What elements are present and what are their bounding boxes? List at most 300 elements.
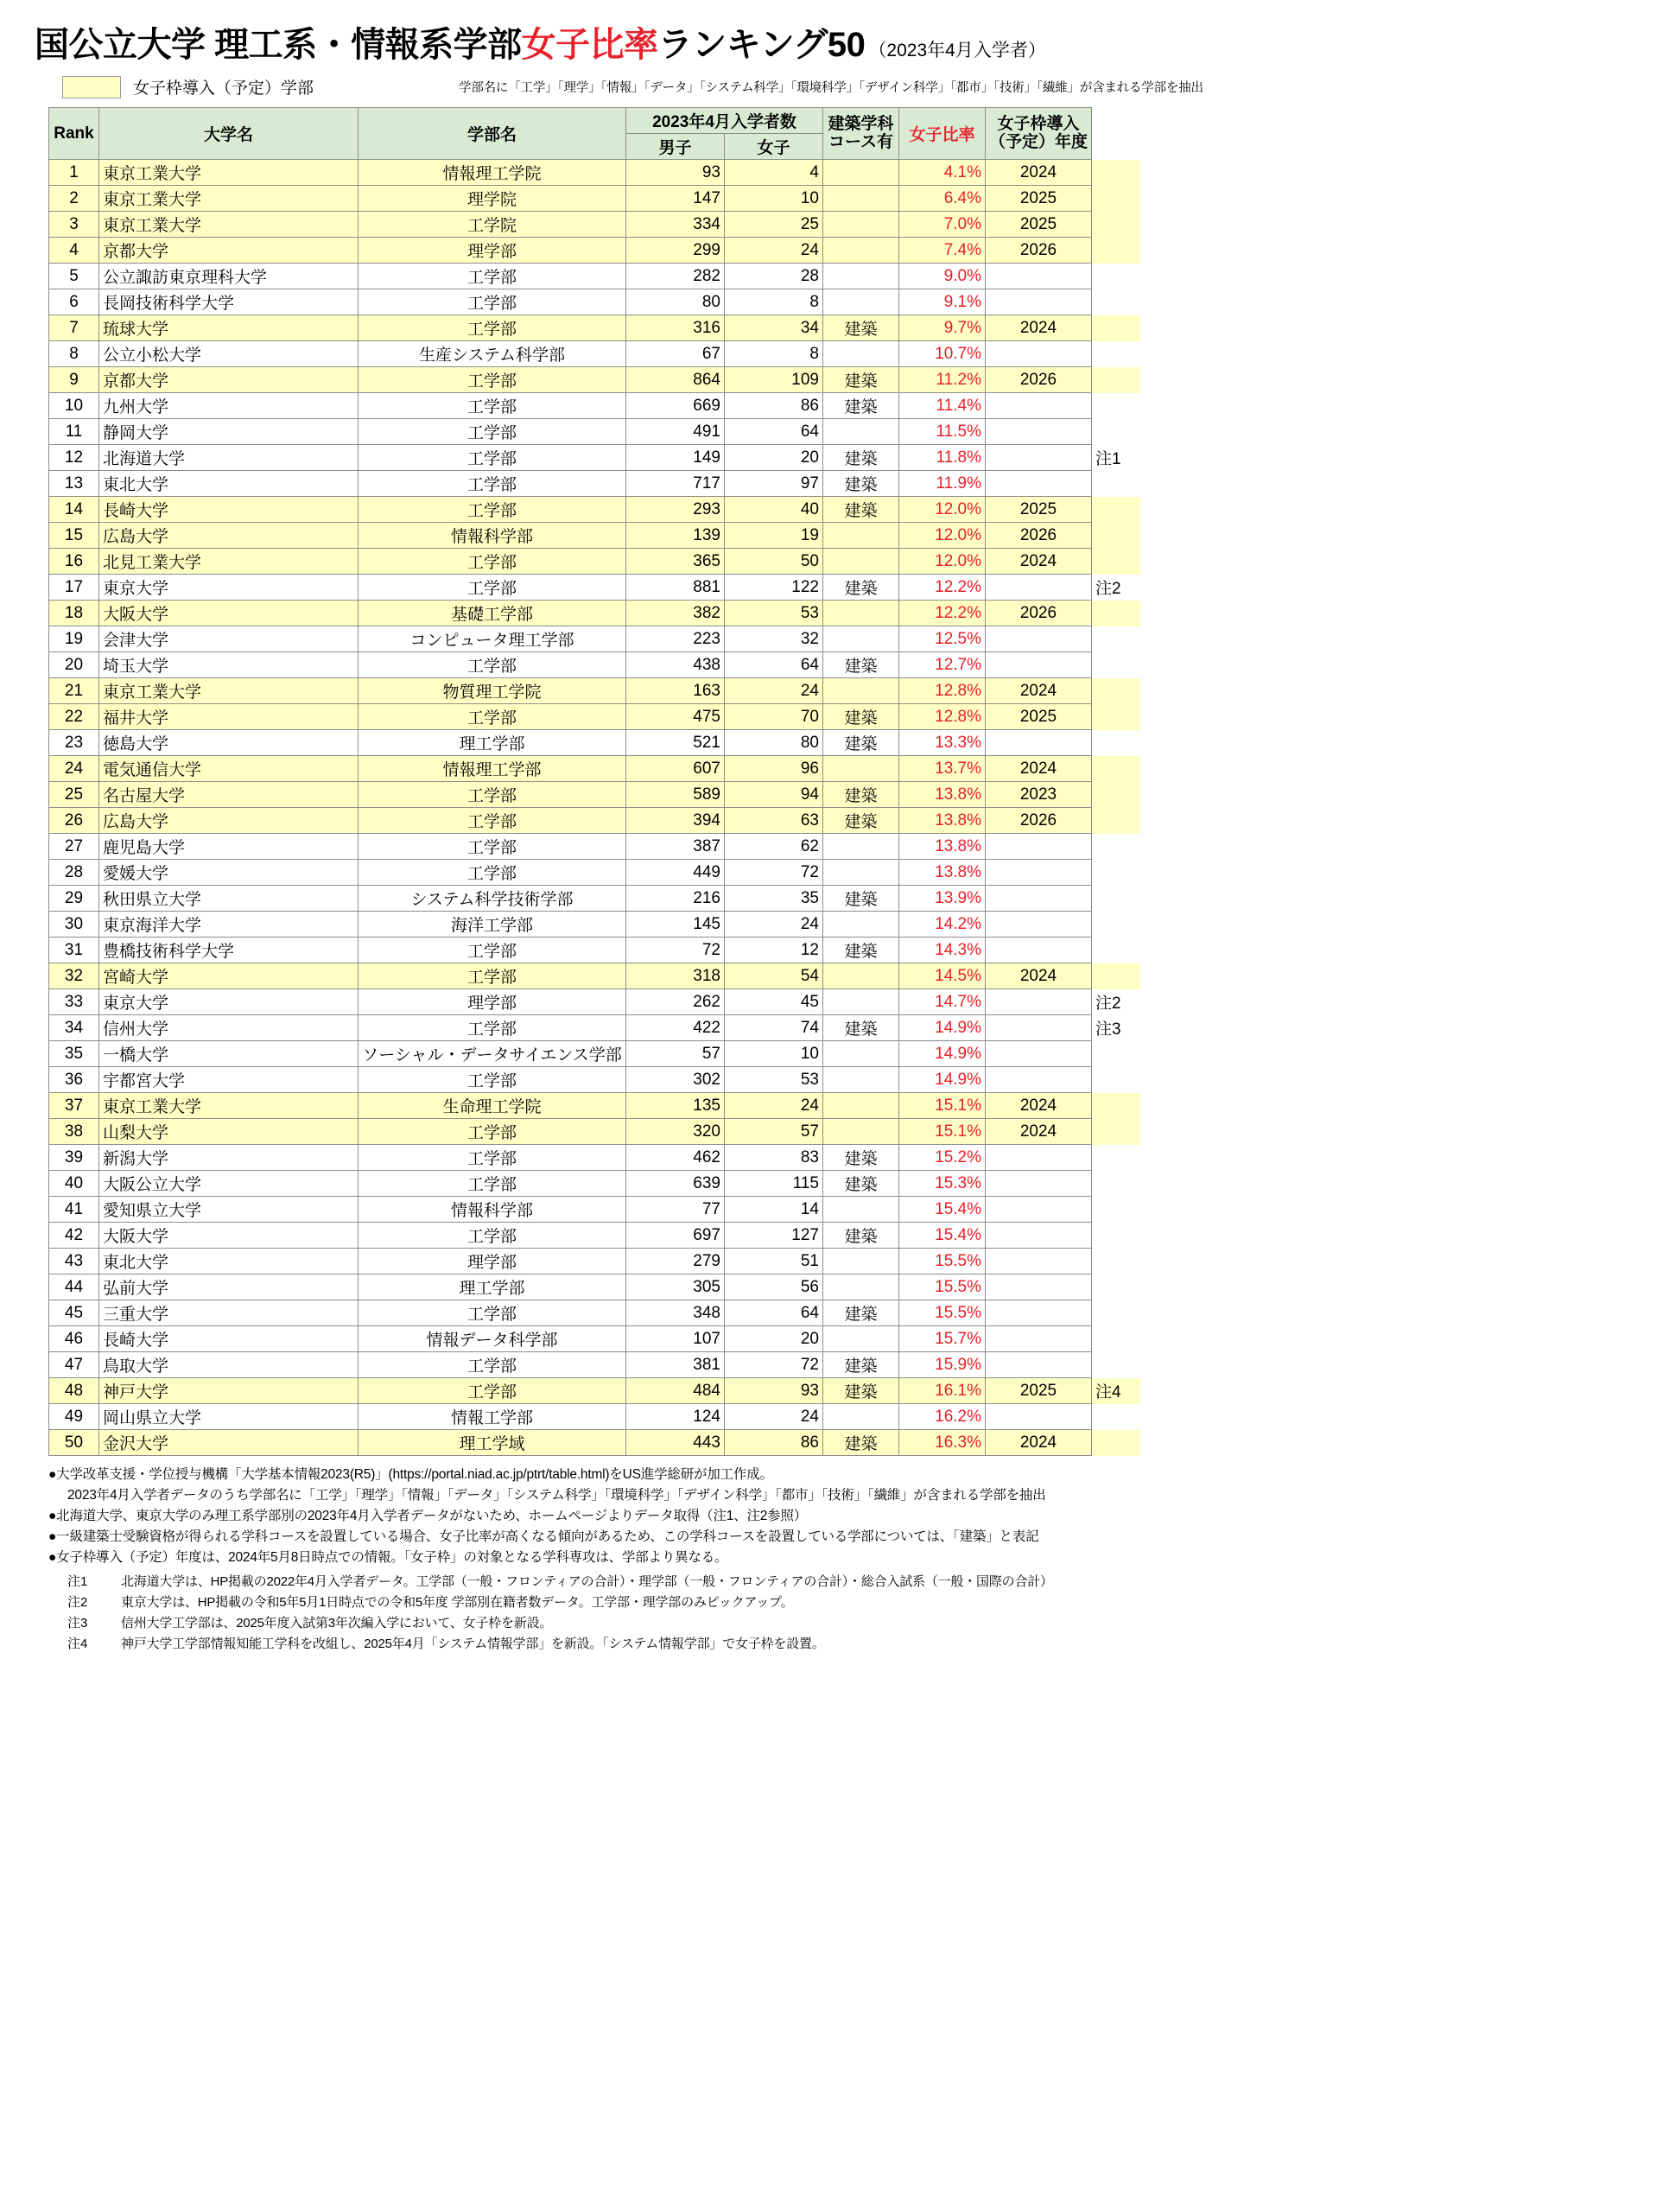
cell-rank: 19 [49, 626, 99, 652]
cell-male-count: 145 [626, 912, 725, 938]
table-row [49, 549, 1140, 575]
cell-female-count: 86 [725, 393, 823, 419]
cell-female-ratio: 9.0% [899, 264, 986, 289]
cell-note [1092, 1041, 1140, 1067]
cell-university: 大阪公立大学 [99, 1171, 359, 1197]
cell-faculty: 理工学部 [359, 730, 626, 756]
cell-rank: 16 [49, 549, 99, 575]
cell-faculty: 情報工学部 [359, 1404, 626, 1430]
cell-note [1092, 782, 1140, 808]
cell-rank: 18 [49, 601, 99, 626]
table-row [49, 1352, 1140, 1378]
cell-university: 三重大学 [99, 1300, 359, 1326]
cell-architecture [823, 1326, 899, 1352]
cell-rank: 44 [49, 1274, 99, 1300]
cell-university: 新潟大学 [99, 1145, 359, 1171]
cell-female-count: 25 [725, 212, 823, 238]
note-label: 注2 [67, 1595, 88, 1611]
cell-rank: 22 [49, 704, 99, 730]
cell-note [1092, 160, 1140, 186]
cell-architecture [823, 549, 899, 575]
table-row [49, 471, 1140, 497]
cell-note: 注3 [1095, 1020, 1121, 1039]
col-quota-year [986, 108, 1092, 160]
cell-female-count: 72 [725, 860, 823, 886]
cell-male-count: 320 [626, 1119, 725, 1145]
cell-quota-year: 2023 [986, 782, 1092, 808]
cell-architecture [823, 834, 899, 860]
cell-university: 豊橋技術科学大学 [99, 938, 359, 963]
cell-faculty: システム科学技術学部 [359, 886, 626, 912]
cell-rank: 32 [49, 963, 99, 989]
col-architecture-line1: 建築学科 [828, 114, 894, 133]
cell-rank: 30 [49, 912, 99, 938]
cell-female-ratio: 12.0% [899, 549, 986, 575]
cell-architecture: 建築 [823, 782, 899, 808]
cell-female-ratio: 7.0% [899, 212, 986, 238]
cell-female-count: 34 [725, 315, 823, 341]
cell-faculty: 工学院 [359, 212, 626, 238]
cell-architecture [823, 678, 899, 704]
cell-university: 公立小松大学 [99, 341, 359, 367]
cell-note [1092, 1404, 1140, 1430]
cell-female-count: 24 [725, 678, 823, 704]
cell-faculty: 工学部 [359, 782, 626, 808]
cell-female-ratio: 14.3% [899, 938, 986, 963]
table-row [49, 1067, 1140, 1093]
col-architecture [823, 108, 899, 160]
cell-male-count: 77 [626, 1197, 725, 1223]
cell-note [1092, 808, 1140, 834]
footnote-1: 2023年4月入学者データのうち学部名に「工学」「理学」「情報」「データ」「システム科学」「環境科学」「デザイン科学」「都市」「技術」「繊維」が含まれる学部を抽出 [67, 1488, 1046, 1503]
cell-male-count: 589 [626, 782, 725, 808]
cell-architecture [823, 289, 899, 315]
cell-architecture: 建築 [823, 652, 899, 678]
cell-female-count: 70 [725, 704, 823, 730]
cell-note [1092, 523, 1140, 549]
cell-female-count: 24 [725, 238, 823, 264]
cell-rank: 1 [49, 160, 99, 186]
cell-rank: 20 [49, 652, 99, 678]
cell-female-count: 8 [725, 341, 823, 367]
cell-female-count: 45 [725, 989, 823, 1015]
cell-university: 徳島大学 [99, 730, 359, 756]
cell-faculty: 生命理工学院 [359, 1093, 626, 1119]
cell-note [1092, 549, 1140, 575]
cell-female-count: 28 [725, 264, 823, 289]
table-row [49, 1249, 1140, 1274]
cell-architecture: 建築 [823, 886, 899, 912]
cell-note: 注4 [1092, 1378, 1140, 1404]
cell-rank: 31 [49, 938, 99, 963]
cell-architecture: 建築 [823, 938, 899, 963]
cell-rank: 36 [49, 1067, 99, 1093]
cell-architecture: 建築 [823, 1223, 899, 1249]
cell-note [1092, 938, 1140, 963]
cell-female-ratio: 9.1% [899, 289, 986, 315]
table-row [49, 782, 1140, 808]
col-note [1092, 108, 1140, 160]
cell-female-count: 53 [725, 1067, 823, 1093]
cell-quota-year [986, 1404, 1092, 1430]
cell-quota-year: 2025 [986, 704, 1092, 730]
table-row [49, 1274, 1140, 1300]
cell-female-ratio: 11.9% [899, 471, 986, 497]
cell-rank: 27 [49, 834, 99, 860]
cell-architecture: 建築 [823, 704, 899, 730]
table-row [49, 860, 1140, 886]
table-row [49, 1404, 1140, 1430]
cell-rank: 9 [49, 367, 99, 393]
cell-architecture [823, 419, 899, 445]
table-row [49, 678, 1140, 704]
cell-quota-year [986, 989, 1092, 1015]
cell-rank: 34 [49, 1015, 99, 1041]
cell-female-count: 35 [725, 886, 823, 912]
cell-male-count: 607 [626, 756, 725, 782]
cell-quota-year [986, 912, 1092, 938]
cell-rank: 25 [49, 782, 99, 808]
cell-female-ratio: 12.8% [899, 678, 986, 704]
cell-architecture: 建築 [823, 1145, 899, 1171]
cell-note [1092, 912, 1140, 938]
cell-female-ratio: 13.7% [899, 756, 986, 782]
cell-university: 東京大学 [99, 989, 359, 1015]
title-subtitle: （2023年4月入学者） [868, 41, 1046, 60]
cell-rank: 24 [49, 756, 99, 782]
cell-quota-year [986, 938, 1092, 963]
cell-quota-year [986, 1041, 1092, 1067]
legend-label: 女子枠導入（予定）学部 [133, 79, 314, 98]
cell-faculty: 工学部 [359, 704, 626, 730]
cell-faculty: 情報理工学院 [359, 160, 626, 186]
cell-architecture [823, 601, 899, 626]
cell-note [1092, 367, 1140, 393]
cell-university: 神戸大学 [99, 1378, 359, 1404]
cell-female-ratio: 11.4% [899, 393, 986, 419]
cell-female-count: 63 [725, 808, 823, 834]
cell-faculty: 工学部 [359, 264, 626, 289]
cell-female-ratio: 16.2% [899, 1404, 986, 1430]
cell-male-count: 223 [626, 626, 725, 652]
cell-male-count: 334 [626, 212, 725, 238]
cell-male-count: 462 [626, 1145, 725, 1171]
cell-female-ratio: 13.8% [899, 860, 986, 886]
cell-female-count: 127 [725, 1223, 823, 1249]
cell-female-ratio: 7.4% [899, 238, 986, 264]
cell-rank: 50 [49, 1430, 99, 1456]
cell-male-count: 305 [626, 1274, 725, 1300]
cell-female-count: 56 [725, 1274, 823, 1300]
cell-rank: 6 [49, 289, 99, 315]
cell-faculty: 工学部 [359, 1300, 626, 1326]
table-row [49, 315, 1140, 341]
cell-university: 愛知県立大学 [99, 1197, 359, 1223]
cell-quota-year [986, 341, 1092, 367]
cell-note [1092, 1249, 1140, 1274]
cell-note [1092, 730, 1140, 756]
note-item [48, 1592, 1647, 1613]
cell-female-ratio: 15.1% [899, 1093, 986, 1119]
cell-rank: 7 [49, 315, 99, 341]
cell-note [1092, 601, 1140, 626]
cell-university: 長岡技術科学大学 [99, 289, 359, 315]
cell-note [1092, 419, 1140, 445]
cell-university: 鳥取大学 [99, 1352, 359, 1378]
cell-rank: 26 [49, 808, 99, 834]
cell-architecture: 建築 [823, 1352, 899, 1378]
cell-male-count: 394 [626, 808, 725, 834]
table-row [49, 289, 1140, 315]
cell-architecture [823, 186, 899, 212]
cell-university: 長崎大学 [99, 497, 359, 523]
cell-female-count: 10 [725, 186, 823, 212]
cell-male-count: 107 [626, 1326, 725, 1352]
cell-quota-year: 2025 [986, 186, 1092, 212]
cell-university: 大阪大学 [99, 601, 359, 626]
cell-faculty: 工学部 [359, 315, 626, 341]
note-label: 注4 [67, 1637, 88, 1652]
cell-rank: 38 [49, 1119, 99, 1145]
cell-female-count: 57 [725, 1119, 823, 1145]
cell-rank: 14 [49, 497, 99, 523]
cell-female-count: 24 [725, 1093, 823, 1119]
cell-quota-year [986, 1352, 1092, 1378]
cell-female-count: 40 [725, 497, 823, 523]
cell-female-count: 50 [725, 549, 823, 575]
note-label: 注3 [67, 1616, 88, 1631]
cell-faculty: 生産システム科学部 [359, 341, 626, 367]
cell-university: 東京大学 [99, 575, 359, 601]
cell-quota-year [986, 1015, 1092, 1041]
cell-architecture [823, 1119, 899, 1145]
table-row [49, 497, 1140, 523]
cell-male-count: 262 [626, 989, 725, 1015]
cell-female-ratio: 4.1% [899, 160, 986, 186]
cell-female-ratio: 14.9% [899, 1015, 986, 1041]
cell-faculty: 工学部 [359, 1378, 626, 1404]
cell-rank: 15 [49, 523, 99, 549]
table-row [49, 186, 1140, 212]
cell-note [1092, 1067, 1140, 1093]
note-text: 神戸大学工学部情報知能工学科を改組し、2025年4月「システム情報学部」を新設。「システム情報学部」で女子枠を設置。 [121, 1637, 825, 1652]
cell-note [1092, 1352, 1140, 1378]
cell-rank: 42 [49, 1223, 99, 1249]
cell-male-count: 316 [626, 315, 725, 341]
cell-female-count: 122 [725, 575, 823, 601]
cell-male-count: 438 [626, 652, 725, 678]
cell-faculty: 工学部 [359, 445, 626, 471]
col-enrollees: 2023年4月入学者数 [626, 108, 823, 134]
cell-note [1092, 626, 1140, 652]
cell-university: 宮崎大学 [99, 963, 359, 989]
table-row [49, 1326, 1140, 1352]
table-row [49, 393, 1140, 419]
cell-rank: 41 [49, 1197, 99, 1223]
cell-female-count: 72 [725, 1352, 823, 1378]
cell-quota-year: 2026 [986, 808, 1092, 834]
cell-university: 東京海洋大学 [99, 912, 359, 938]
cell-architecture [823, 238, 899, 264]
cell-faculty: 情報データ科学部 [359, 1326, 626, 1352]
col-university: 大学名 [99, 108, 359, 160]
cell-note [1092, 704, 1140, 730]
cell-female-ratio: 13.8% [899, 782, 986, 808]
cell-architecture [823, 963, 899, 989]
cell-quota-year [986, 264, 1092, 289]
cell-quota-year: 2024 [986, 1093, 1092, 1119]
table-row [49, 1171, 1140, 1197]
ranking-table [48, 107, 1140, 1456]
table-row [49, 523, 1140, 549]
legend [62, 75, 1647, 99]
cell-rank: 47 [49, 1352, 99, 1378]
cell-university: 鹿児島大学 [99, 834, 359, 860]
cell-faculty: 工学部 [359, 1067, 626, 1093]
cell-faculty: 工学部 [359, 497, 626, 523]
cell-male-count: 57 [626, 1041, 725, 1067]
cell-quota-year [986, 1274, 1092, 1300]
cell-faculty: ソーシャル・データサイエンス学部 [359, 1041, 626, 1067]
cell-rank: 45 [49, 1300, 99, 1326]
table-row [49, 419, 1140, 445]
cell-faculty: 理学院 [359, 186, 626, 212]
cell-architecture [823, 1197, 899, 1223]
cell-quota-year [986, 652, 1092, 678]
cell-university: 東京工業大学 [99, 160, 359, 186]
table-row [49, 601, 1140, 626]
cell-female-ratio: 15.7% [899, 1326, 986, 1352]
cell-female-ratio: 10.7% [899, 341, 986, 367]
cell-architecture: 建築 [823, 393, 899, 419]
cell-male-count: 302 [626, 1067, 725, 1093]
cell-architecture [823, 912, 899, 938]
table-row [49, 1378, 1140, 1404]
cell-note: 注2 [1095, 995, 1121, 1013]
cell-female-count: 80 [725, 730, 823, 756]
cell-female-count: 24 [725, 912, 823, 938]
cell-female-count: 10 [725, 1041, 823, 1067]
cell-architecture: 建築 [823, 1171, 899, 1197]
col-faculty: 学部名 [359, 108, 626, 160]
cell-quota-year: 2026 [986, 523, 1092, 549]
cell-faculty: 工学部 [359, 1119, 626, 1145]
cell-university: 九州大学 [99, 393, 359, 419]
cell-university: 広島大学 [99, 808, 359, 834]
col-quota-year-line1: 女子枠導入 [997, 114, 1080, 133]
cell-female-count: 20 [725, 1326, 823, 1352]
cell-female-count: 54 [725, 963, 823, 989]
cell-architecture [823, 626, 899, 652]
cell-architecture [823, 1274, 899, 1300]
table-row [49, 1015, 1140, 1041]
cell-note [1092, 212, 1140, 238]
cell-female-ratio: 12.0% [899, 523, 986, 549]
cell-male-count: 80 [626, 289, 725, 315]
cell-quota-year [986, 1197, 1092, 1223]
cell-university: 岡山県立大学 [99, 1404, 359, 1430]
table-row [49, 1093, 1140, 1119]
note-text: 北海道大学は、HP掲載の2022年4月入学者データ。工学部（一般・フロンティアの合計）・理学部（一般・フロンティアの合計）・総合入試系（一般・国際の合計） [121, 1574, 1053, 1590]
table-row [49, 886, 1140, 912]
cell-university: 大阪大学 [99, 1223, 359, 1249]
cell-faculty: 工学部 [359, 938, 626, 963]
cell-faculty: 理学部 [359, 989, 626, 1015]
cell-rank: 21 [49, 678, 99, 704]
cell-faculty: 工学部 [359, 289, 626, 315]
cell-quota-year: 2026 [986, 238, 1092, 264]
cell-female-ratio: 15.5% [899, 1274, 986, 1300]
cell-faculty: 基礎工学部 [359, 601, 626, 626]
cell-university: 名古屋大学 [99, 782, 359, 808]
cell-architecture: 建築 [823, 1378, 899, 1404]
cell-female-count: 62 [725, 834, 823, 860]
table-row [49, 238, 1140, 264]
cell-faculty: 海洋工学部 [359, 912, 626, 938]
cell-quota-year: 2024 [986, 160, 1092, 186]
cell-note [1092, 886, 1140, 912]
cell-male-count: 293 [626, 497, 725, 523]
cell-university: 東京工業大学 [99, 678, 359, 704]
cell-female-ratio: 11.5% [899, 419, 986, 445]
cell-faculty: 理工学域 [359, 1430, 626, 1456]
cell-faculty: 工学部 [359, 808, 626, 834]
cell-architecture [823, 212, 899, 238]
cell-female-count: 64 [725, 652, 823, 678]
cell-faculty: 工学部 [359, 393, 626, 419]
cell-faculty: 工学部 [359, 860, 626, 886]
page-title [35, 17, 1647, 67]
cell-architecture [823, 1093, 899, 1119]
cell-architecture [823, 1404, 899, 1430]
table-row [49, 756, 1140, 782]
cell-architecture: 建築 [823, 1300, 899, 1326]
cell-architecture: 建築 [823, 730, 899, 756]
cell-architecture [823, 1249, 899, 1274]
cell-university: 長崎大学 [99, 1326, 359, 1352]
cell-female-count: 8 [725, 289, 823, 315]
cell-female-count: 20 [725, 445, 823, 471]
cell-rank: 8 [49, 341, 99, 367]
cell-architecture [823, 860, 899, 886]
cell-rank: 23 [49, 730, 99, 756]
table-row [49, 264, 1140, 289]
cell-male-count: 387 [626, 834, 725, 860]
cell-faculty: 理学部 [359, 238, 626, 264]
cell-female-ratio: 9.7% [899, 315, 986, 341]
cell-note [1092, 652, 1140, 678]
col-rank: Rank [49, 108, 99, 160]
cell-rank: 46 [49, 1326, 99, 1352]
table-row [49, 212, 1140, 238]
cell-female-count: 64 [725, 419, 823, 445]
footnote-2: ●北海道大学、東京大学のみ理工系学部別の2023年4月入学者データがないため、ホームページよりデータ取得（注1、注2参照） [48, 1509, 808, 1524]
cell-quota-year [986, 1145, 1092, 1171]
cell-male-count: 365 [626, 549, 725, 575]
cell-male-count: 282 [626, 264, 725, 289]
cell-male-count: 382 [626, 601, 725, 626]
cell-university: 会津大学 [99, 626, 359, 652]
cell-female-ratio: 16.3% [899, 1430, 986, 1456]
cell-female-ratio: 11.8% [899, 445, 986, 471]
cell-quota-year [986, 1300, 1092, 1326]
cell-female-count: 4 [725, 160, 823, 186]
cell-rank: 29 [49, 886, 99, 912]
cell-male-count: 147 [626, 186, 725, 212]
col-quota-year-line2: （予定）年度 [989, 132, 1088, 151]
cell-rank: 39 [49, 1145, 99, 1171]
cell-architecture: 建築 [823, 808, 899, 834]
